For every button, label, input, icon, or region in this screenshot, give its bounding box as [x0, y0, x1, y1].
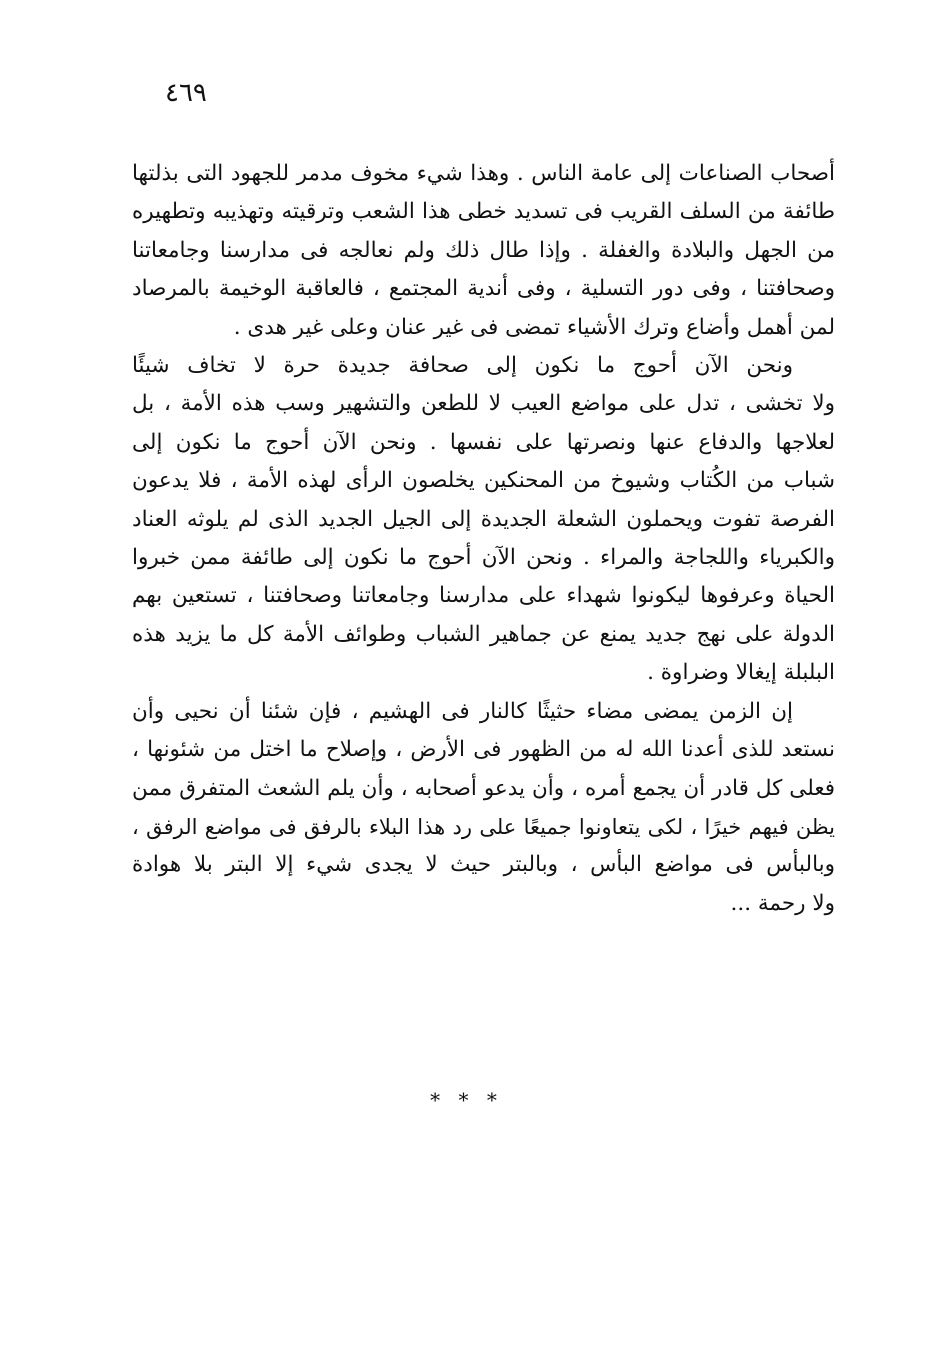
- text-line: ونحن الآن أحوج ما نكون إلى صحافة جديدة حرة لا تخاف شيئًا: [132, 353, 793, 379]
- text-line: ولا تخشى ، تدل على مواضع العيب لا للطعن والتشهير وسب هذه الأمة ، بل: [132, 391, 835, 417]
- text-line: لعلاجها والدفاع عنها ونصرتها على نفسها . ونحن الآن أحوج ما نكون إلى: [132, 429, 835, 455]
- text-line: أصحاب الصناعات إلى عامة الناس . وهذا شيء مخوف مدمر للجهود التى بذلتها: [132, 161, 835, 186]
- body-text: [132, 155, 835, 923]
- text-line: لمن أهمل وأضاع وترك الأشياء تمضى فى غير عنان وعلى غير هدى .: [233, 314, 835, 340]
- text-line: إن الزمن يمضى مضاء حثيثًا كالنار فى الهشيم ، فإن شئنا أن نحيى وأن: [132, 698, 793, 724]
- text-line: طائفة من السلف القريب فى تسديد خطى هذا الشعب وترقيته وتهذيبه وتطهيره: [132, 199, 835, 225]
- text-line: شباب من الكُتاب وشيوخ من المحنكين يخلصون الرأى لهذه الأمة ، فلا يدعون: [132, 468, 835, 494]
- text-line: ولا رحمة ...: [730, 890, 835, 916]
- section-separator: * * *: [430, 1088, 503, 1112]
- text-line: والكبرياء واللجاجة والمراء . ونحن الآن أحوج ما نكون إلى طائفة ممن خبروا: [132, 545, 835, 571]
- text-line: الدولة على نهج جديد يمنع عن جماهير الشباب وطوائف الأمة كل ما يزيد هذه: [132, 621, 835, 647]
- paragraph-2: [132, 347, 835, 693]
- text-line: وصحافتنا ، وفى دور التسلية ، وفى أندية المجتمع ، فالعاقبة الوخيمة بالمرصاد: [132, 276, 835, 302]
- text-line: وبالبأس فى مواضع البأس ، وبالبتر حيث لا يجدى شيء إلا البتر بلا هوادة: [132, 852, 835, 878]
- text-line: الحياة وعرفوها ليكونوا شهداء على مدارسنا وجامعاتنا وصحافتنا ، تستعين بهم: [132, 583, 835, 609]
- text-line: من الجهل والبلادة والغفلة . وإذا طال ذلك ولم نعالجه فى مدارسنا وجامعاتنا: [132, 237, 835, 263]
- text-line: يظن فيهم خيرًا ، لكى يتعاونوا جميعًا على رد هذا البلاء بالرفق فى مواضع الرفق ،: [132, 814, 835, 839]
- paragraph-3: [132, 693, 835, 923]
- paragraph-1: [132, 155, 835, 347]
- text-line: نستعد للذى أعدنا الله له من الظهور فى الأرض ، وإصلاح ما اختل من شئونها ،: [132, 737, 835, 763]
- text-line: الفرصة تفوت ويحملون الشعلة الجديدة إلى الجيل الجديد الذى لم يلوثه العناد: [132, 506, 835, 532]
- text-line: البلبلة إيغالا وضراوة .: [647, 660, 835, 686]
- page-number: ٤٦٩: [165, 78, 207, 108]
- text-line: فعلى كل قادر أن يجمع أمره ، وأن يدعو أصحابه ، وأن يلم الشعث المتفرق ممن: [132, 775, 835, 801]
